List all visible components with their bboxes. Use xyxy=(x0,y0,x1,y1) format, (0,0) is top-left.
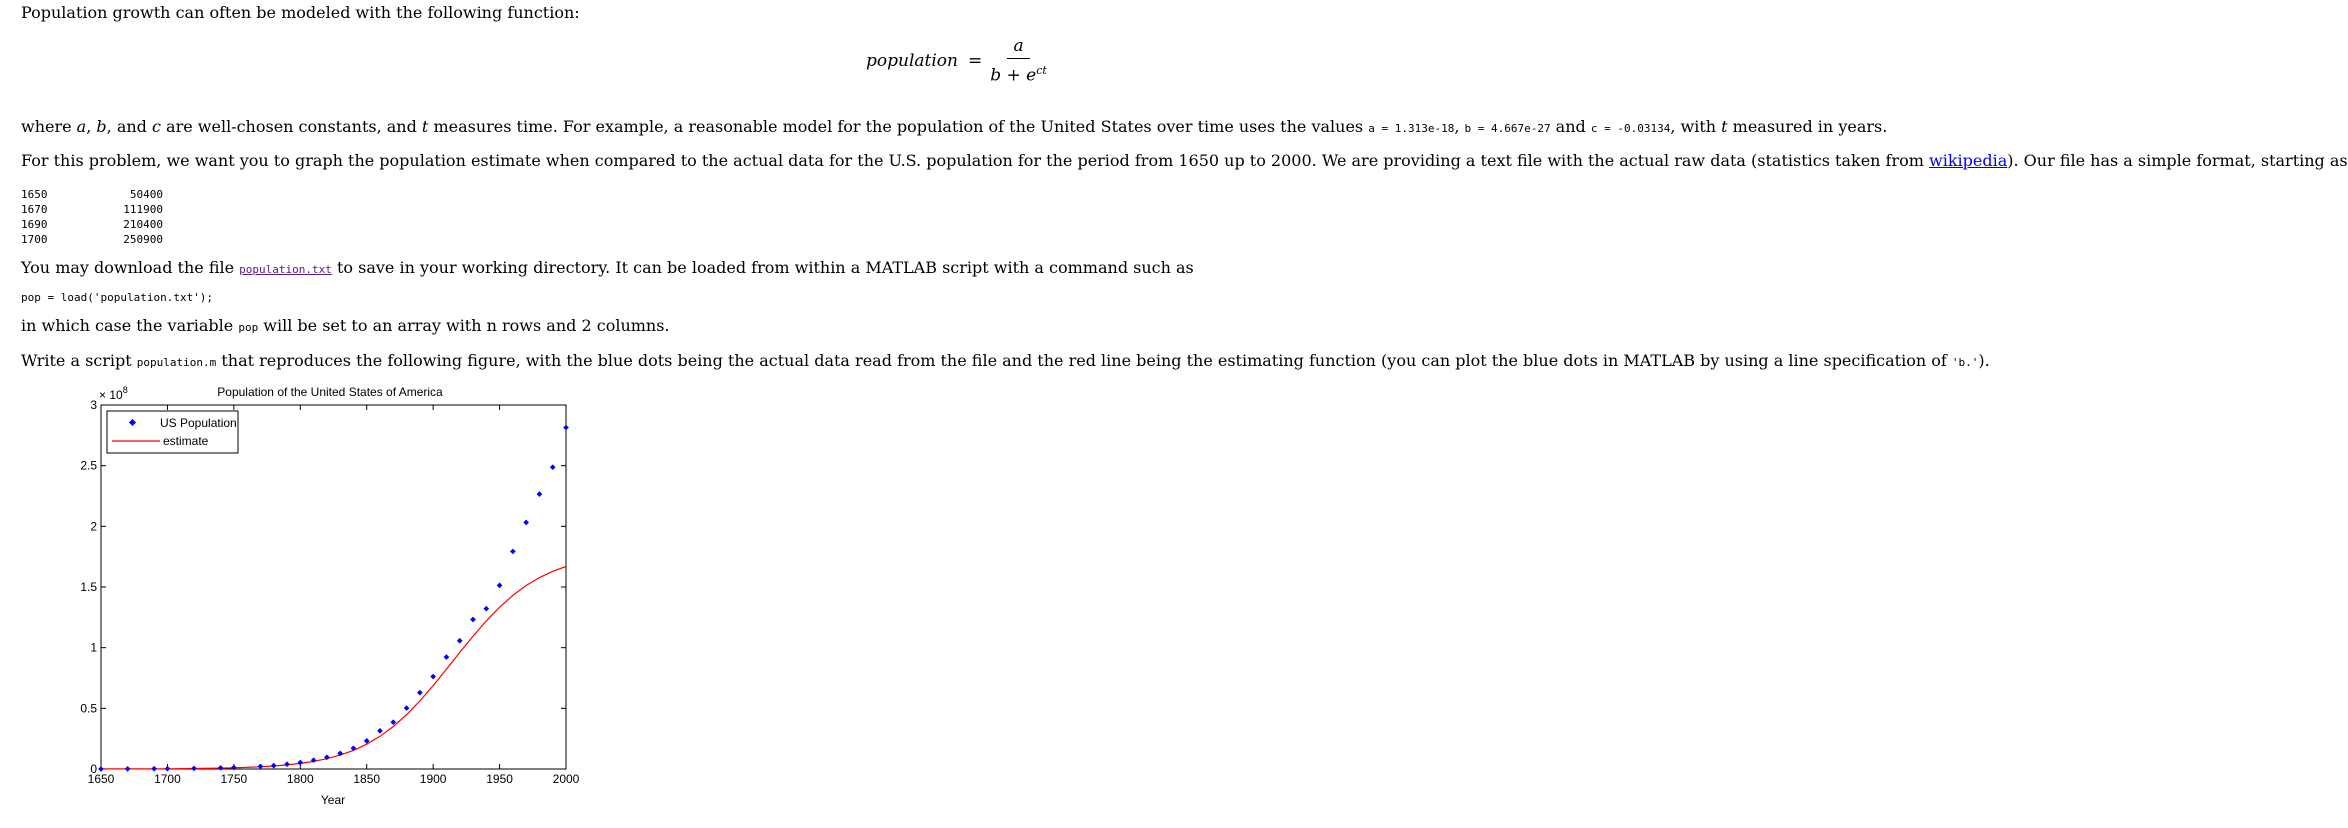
value-cell: 250900 xyxy=(123,233,163,246)
x-tick-label: 1750 xyxy=(220,772,248,786)
population-chart xyxy=(64,382,604,812)
table-row xyxy=(21,187,163,202)
chart-title: Population of the United States of America xyxy=(217,385,443,399)
y-tick-label: 1 xyxy=(90,640,97,655)
x-tick-label: 1850 xyxy=(353,772,381,786)
constants-paragraph: where a, b, and c are well-chosen constants, and t measures time. For example, a reasonable model for the population of the United States over time uses the values a = 1.313e-18, b = 4.667e-27 and c = -0.03134, with t measured in years. xyxy=(21,117,1888,136)
table-row xyxy=(21,202,163,217)
y-tick-label: 1.5 xyxy=(80,580,97,594)
y-exponent-label: × $10^8$ xyxy=(99,385,128,402)
value-cell: 111900 xyxy=(123,203,163,216)
var-c: c xyxy=(151,117,161,136)
x-tick-label: 1800 xyxy=(286,772,314,786)
code-script-name: population.m xyxy=(136,356,217,369)
x-tick-label: 1950 xyxy=(486,772,513,786)
problem-paragraph: For this problem, we want you to graph the population estimate when compared to the actual data for the U.S. population for the period from 1650 up to 2000. We are providing a text file with the actual raw data (statistics taken from wikipedia). Our file has a simple format, starting as xyxy=(21,151,2348,170)
formula-denominator-base: b + e xyxy=(990,65,1037,86)
code-line-spec: 'b.' xyxy=(1951,356,1979,369)
x-tick-label: 1650 xyxy=(87,772,115,786)
y-tick-label: 3 xyxy=(90,398,97,412)
code-a-value: a = 1.313e-18 xyxy=(1368,122,1455,135)
plot-area xyxy=(101,405,566,769)
y-exponent-power: 8 xyxy=(122,385,128,395)
formula-equals: = xyxy=(967,51,983,71)
x-tick-label: 1700 xyxy=(154,772,181,786)
code-c-value: c = -0.03134 xyxy=(1590,122,1671,135)
y-tick-label: 2 xyxy=(90,519,97,534)
formula-lhs: population xyxy=(866,51,958,71)
y-tick-label: 0.5 xyxy=(80,701,97,716)
formula-denominator-exponent: ct xyxy=(1036,64,1047,78)
var-t: t xyxy=(421,117,429,136)
load-command-code: pop = load('population.txt'); xyxy=(21,291,214,304)
download-paragraph: You may download the file population.txt to save in your working directory. It can be loaded from within a MATLAB script with a command such as xyxy=(21,258,1194,277)
legend-label-population: US Population xyxy=(160,416,237,430)
wikipedia-link[interactable]: wikipedia xyxy=(1929,151,2008,170)
var-t-years: t xyxy=(1721,117,1728,136)
population-file-link[interactable]: population.txt xyxy=(239,263,332,276)
formula-denominator xyxy=(990,59,1047,86)
legend-label-estimate: estimate xyxy=(163,434,209,448)
var-b: b xyxy=(96,117,107,136)
legend xyxy=(107,411,238,453)
population-formula xyxy=(866,36,1047,86)
x-axis-label: Year xyxy=(320,793,346,807)
script-paragraph: Write a script population.m that reproduces the following figure, with the blue dots being the actual data read from the file and the red line being the estimating function (you can plot the blue dots in MATLAB by using a line specification of 'b.'). xyxy=(21,351,1990,370)
year-cell: 1650 xyxy=(21,188,48,201)
year-cell: 1700 xyxy=(21,233,48,246)
table-row xyxy=(21,232,163,247)
formula-numerator: a xyxy=(1007,36,1029,59)
table-row xyxy=(21,217,163,232)
value-cell: 50400 xyxy=(129,188,163,201)
x-tick-label: 2000 xyxy=(552,772,580,786)
code-b-value: b = 4.667e-27 xyxy=(1464,122,1551,135)
y-tick-label: 0 xyxy=(90,762,97,776)
population-data-sample xyxy=(21,187,163,247)
variable-paragraph: in which case the variable pop will be set to an array with n rows and 2 columns. xyxy=(21,316,670,335)
formula-fraction xyxy=(990,36,1047,86)
intro-text: Population growth can often be modeled with the following function: xyxy=(21,3,580,22)
code-pop: pop xyxy=(238,321,259,334)
x-tick-label: 1900 xyxy=(419,772,447,786)
year-cell: 1670 xyxy=(21,203,48,216)
year-cell: 1690 xyxy=(21,218,48,231)
y-tick-label: 2.5 xyxy=(80,458,97,473)
value-cell: 210400 xyxy=(123,218,163,231)
var-a: a xyxy=(76,117,87,136)
